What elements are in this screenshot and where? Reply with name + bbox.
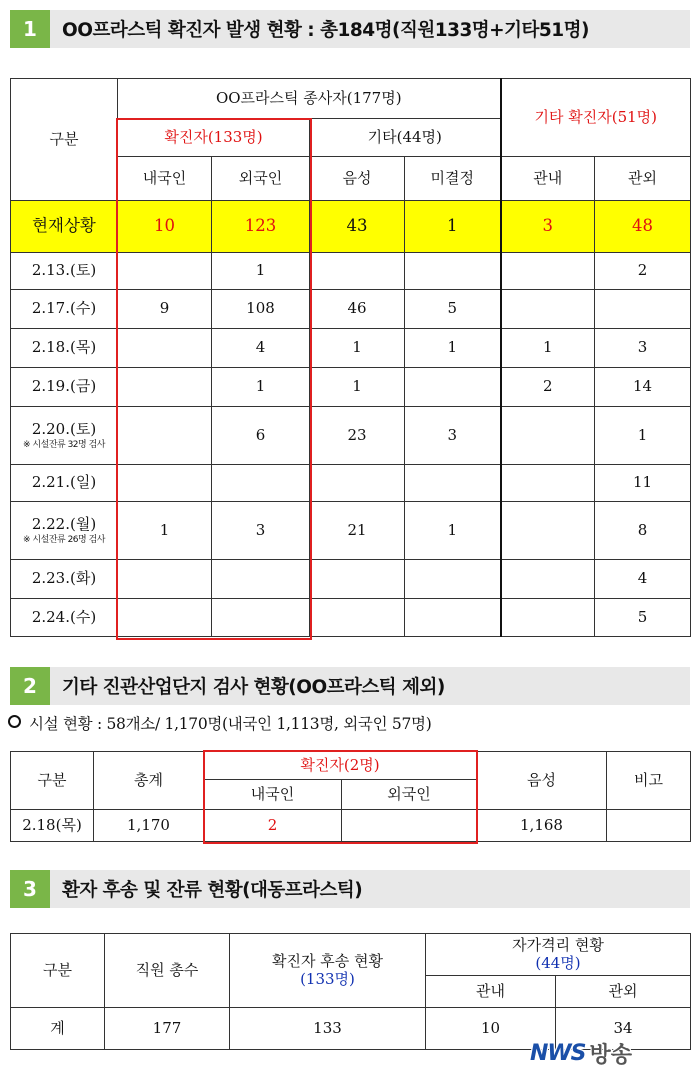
row-date-label: 2.21.(일): [31, 473, 97, 492]
t2-row-remarks: [607, 810, 691, 842]
t3-transport-count: (133명): [300, 969, 355, 988]
row-date-cell: [11, 599, 118, 637]
t3-transport-label: 확진자 후송 현황: [272, 952, 383, 971]
row-date-label: 2.20.(토): [31, 419, 97, 438]
current-inside: 3: [501, 201, 595, 253]
row-date-label: 2.18.(목): [31, 338, 97, 357]
t3-isolation-count: (44명): [535, 953, 581, 972]
row-date-label: 2.23.(화): [31, 569, 97, 588]
t2-header-domestic: 내국인: [204, 780, 342, 810]
row-date-label: 2.24.(수): [31, 607, 97, 626]
header-other-confirmed: 기타 확진자(51명): [501, 79, 691, 157]
table-row: [11, 407, 691, 465]
row-foreign-cell: 108: [212, 290, 310, 329]
table-row: [11, 502, 691, 560]
row-negative-cell: 23: [310, 407, 405, 465]
table-row: [11, 465, 691, 502]
current-foreign: 123: [212, 201, 310, 253]
row-date-cell: [11, 329, 118, 368]
row-foreign-cell: 1: [212, 368, 310, 407]
row-date-cell: [11, 290, 118, 329]
t3-header-staff-total: 직원 총수: [105, 934, 230, 1008]
row-negative-cell: [310, 253, 405, 290]
table-confirmed-status: [10, 78, 691, 637]
facility-status-line: [8, 712, 431, 734]
table-row: [11, 560, 691, 599]
current-undecided: 1: [405, 201, 501, 253]
section2-title: 기타 진관산업단지 검사 현황(OO프라스틱 제외): [62, 677, 445, 698]
section3-title: 환자 후송 및 잔류 현황(대동프라스틱): [62, 880, 363, 901]
row-domestic-cell: [118, 599, 212, 637]
section3-number: 3: [10, 870, 50, 908]
row-foreign-cell: [212, 465, 310, 502]
t3-row-outside: 34: [556, 1008, 691, 1050]
header-confirmed: 확진자(133명): [118, 119, 310, 157]
row-domestic-cell: 1: [118, 502, 212, 560]
table-row: [11, 810, 691, 842]
row-date-cell: [11, 502, 118, 560]
t3-row-label: 계: [11, 1008, 105, 1050]
t3-header-gubun: 구분: [11, 934, 105, 1008]
current-status-row: [11, 201, 691, 253]
row-outside-cell: 3: [595, 329, 691, 368]
row-foreign-cell: 4: [212, 329, 310, 368]
t2-row-label: 2.18(목): [11, 810, 94, 842]
header-domestic: 내국인: [118, 157, 212, 201]
row-foreign-cell: [212, 599, 310, 637]
t2-header-foreign: 외국인: [342, 780, 477, 810]
t2-row-total: 1,170: [94, 810, 204, 842]
row-domestic-cell: [118, 253, 212, 290]
row-undecided-cell: [405, 368, 501, 407]
row-inside-cell: [501, 253, 595, 290]
t3-header-outside: 관외: [556, 976, 691, 1008]
header-foreign: 외국인: [212, 157, 310, 201]
row-inside-cell: [501, 560, 595, 599]
section3-header: [10, 870, 690, 908]
row-date-label: 2.22.(월): [31, 514, 97, 533]
row-domestic-cell: [118, 329, 212, 368]
t2-row-negative: 1,168: [477, 810, 607, 842]
t2-row-foreign: [342, 810, 477, 842]
header-negative: 음성: [310, 157, 405, 201]
table-industrial-tests: [10, 751, 691, 842]
row-undecided-cell: [405, 599, 501, 637]
row-foreign-cell: 3: [212, 502, 310, 560]
logo-nws-text: NWS: [530, 1040, 586, 1066]
bullet-circle-icon: [8, 715, 21, 728]
section1-number: 1: [10, 10, 50, 48]
header-gubun: 구분: [11, 79, 118, 201]
row-inside-cell: [501, 502, 595, 560]
logo-bang-text: 방송: [589, 1042, 633, 1068]
row-undecided-cell: [405, 560, 501, 599]
row-inside-cell: [501, 599, 595, 637]
row-inside-cell: [501, 290, 595, 329]
t3-row-staff-total: 177: [105, 1008, 230, 1050]
row-note: ※ 시설잔류 26명 검사: [23, 534, 105, 545]
t2-header-confirmed: 확진자(2명): [204, 752, 477, 780]
row-negative-cell: [310, 599, 405, 637]
row-outside-cell: 14: [595, 368, 691, 407]
row-inside-cell: 1: [501, 329, 595, 368]
current-negative: 43: [310, 201, 405, 253]
t2-header-remarks: 비고: [607, 752, 691, 810]
row-outside-cell: 8: [595, 502, 691, 560]
table-patient-transport: [10, 933, 691, 1050]
t3-isolation-label: 자가격리 현황: [512, 936, 604, 955]
row-date-cell: [11, 253, 118, 290]
table-row: [11, 290, 691, 329]
row-domestic-cell: [118, 407, 212, 465]
row-undecided-cell: 1: [405, 502, 501, 560]
table-row: [11, 599, 691, 637]
row-outside-cell: 1: [595, 407, 691, 465]
section1-title: OO프라스틱 확진자 발생 현황 : 총184명(직원133명+기타51명): [62, 20, 589, 41]
section1-header: [10, 10, 690, 48]
nws-logo: [530, 1036, 660, 1070]
t2-header-gubun: 구분: [11, 752, 94, 810]
row-inside-cell: [501, 407, 595, 465]
row-domestic-cell: [118, 368, 212, 407]
row-inside-cell: [501, 465, 595, 502]
row-undecided-cell: [405, 253, 501, 290]
row-date-label: 2.13.(토): [31, 261, 97, 280]
header-outside: 관외: [595, 157, 691, 201]
row-date-cell: [11, 407, 118, 465]
row-negative-cell: 21: [310, 502, 405, 560]
row-undecided-cell: [405, 465, 501, 502]
row-date-cell: [11, 368, 118, 407]
row-negative-cell: [310, 560, 405, 599]
row-outside-cell: 2: [595, 253, 691, 290]
current-outside: 48: [595, 201, 691, 253]
section2-number: 2: [10, 667, 50, 705]
row-undecided-cell: 3: [405, 407, 501, 465]
table-row: [11, 368, 691, 407]
section2-header: [10, 667, 690, 705]
row-negative-cell: [310, 465, 405, 502]
current-label: 현재상황: [11, 201, 118, 253]
current-domestic: 10: [118, 201, 212, 253]
row-note: ※ 시설잔류 32명 검사: [23, 439, 105, 450]
row-outside-cell: 5: [595, 599, 691, 637]
header-employees: OO프라스틱 종사자(177명): [118, 79, 501, 119]
row-date-label: 2.19.(금): [31, 377, 97, 396]
table-body: [11, 253, 691, 637]
row-outside-cell: [595, 290, 691, 329]
row-domestic-cell: [118, 560, 212, 599]
row-foreign-cell: [212, 560, 310, 599]
row-date-cell: [11, 560, 118, 599]
row-undecided-cell: 1: [405, 329, 501, 368]
row-date-cell: [11, 465, 118, 502]
row-negative-cell: 1: [310, 368, 405, 407]
row-negative-cell: 46: [310, 290, 405, 329]
row-outside-cell: 4: [595, 560, 691, 599]
t2-header-negative: 음성: [477, 752, 607, 810]
header-undecided: 미결정: [405, 157, 501, 201]
t3-row-inside: 10: [426, 1008, 556, 1050]
t2-row-domestic: 2: [204, 810, 342, 842]
row-negative-cell: 1: [310, 329, 405, 368]
t2-header-total: 총계: [94, 752, 204, 810]
t3-header-transport: [230, 934, 426, 1008]
row-outside-cell: 11: [595, 465, 691, 502]
header-etc: 기타(44명): [310, 119, 501, 157]
row-foreign-cell: 6: [212, 407, 310, 465]
table-row: [11, 329, 691, 368]
row-date-label: 2.17.(수): [31, 299, 97, 318]
t3-row-transport: 133: [230, 1008, 426, 1050]
t3-header-isolation: [426, 934, 691, 976]
row-domestic-cell: [118, 465, 212, 502]
row-foreign-cell: 1: [212, 253, 310, 290]
header-inside: 관내: [501, 157, 595, 201]
facility-status-text: 시설 현황 : 58개소/ 1,170명(내국인 1,113명, 외국인 57명): [29, 715, 432, 733]
t3-header-inside: 관내: [426, 976, 556, 1008]
row-domestic-cell: 9: [118, 290, 212, 329]
row-undecided-cell: 5: [405, 290, 501, 329]
row-inside-cell: 2: [501, 368, 595, 407]
table-row: [11, 253, 691, 290]
